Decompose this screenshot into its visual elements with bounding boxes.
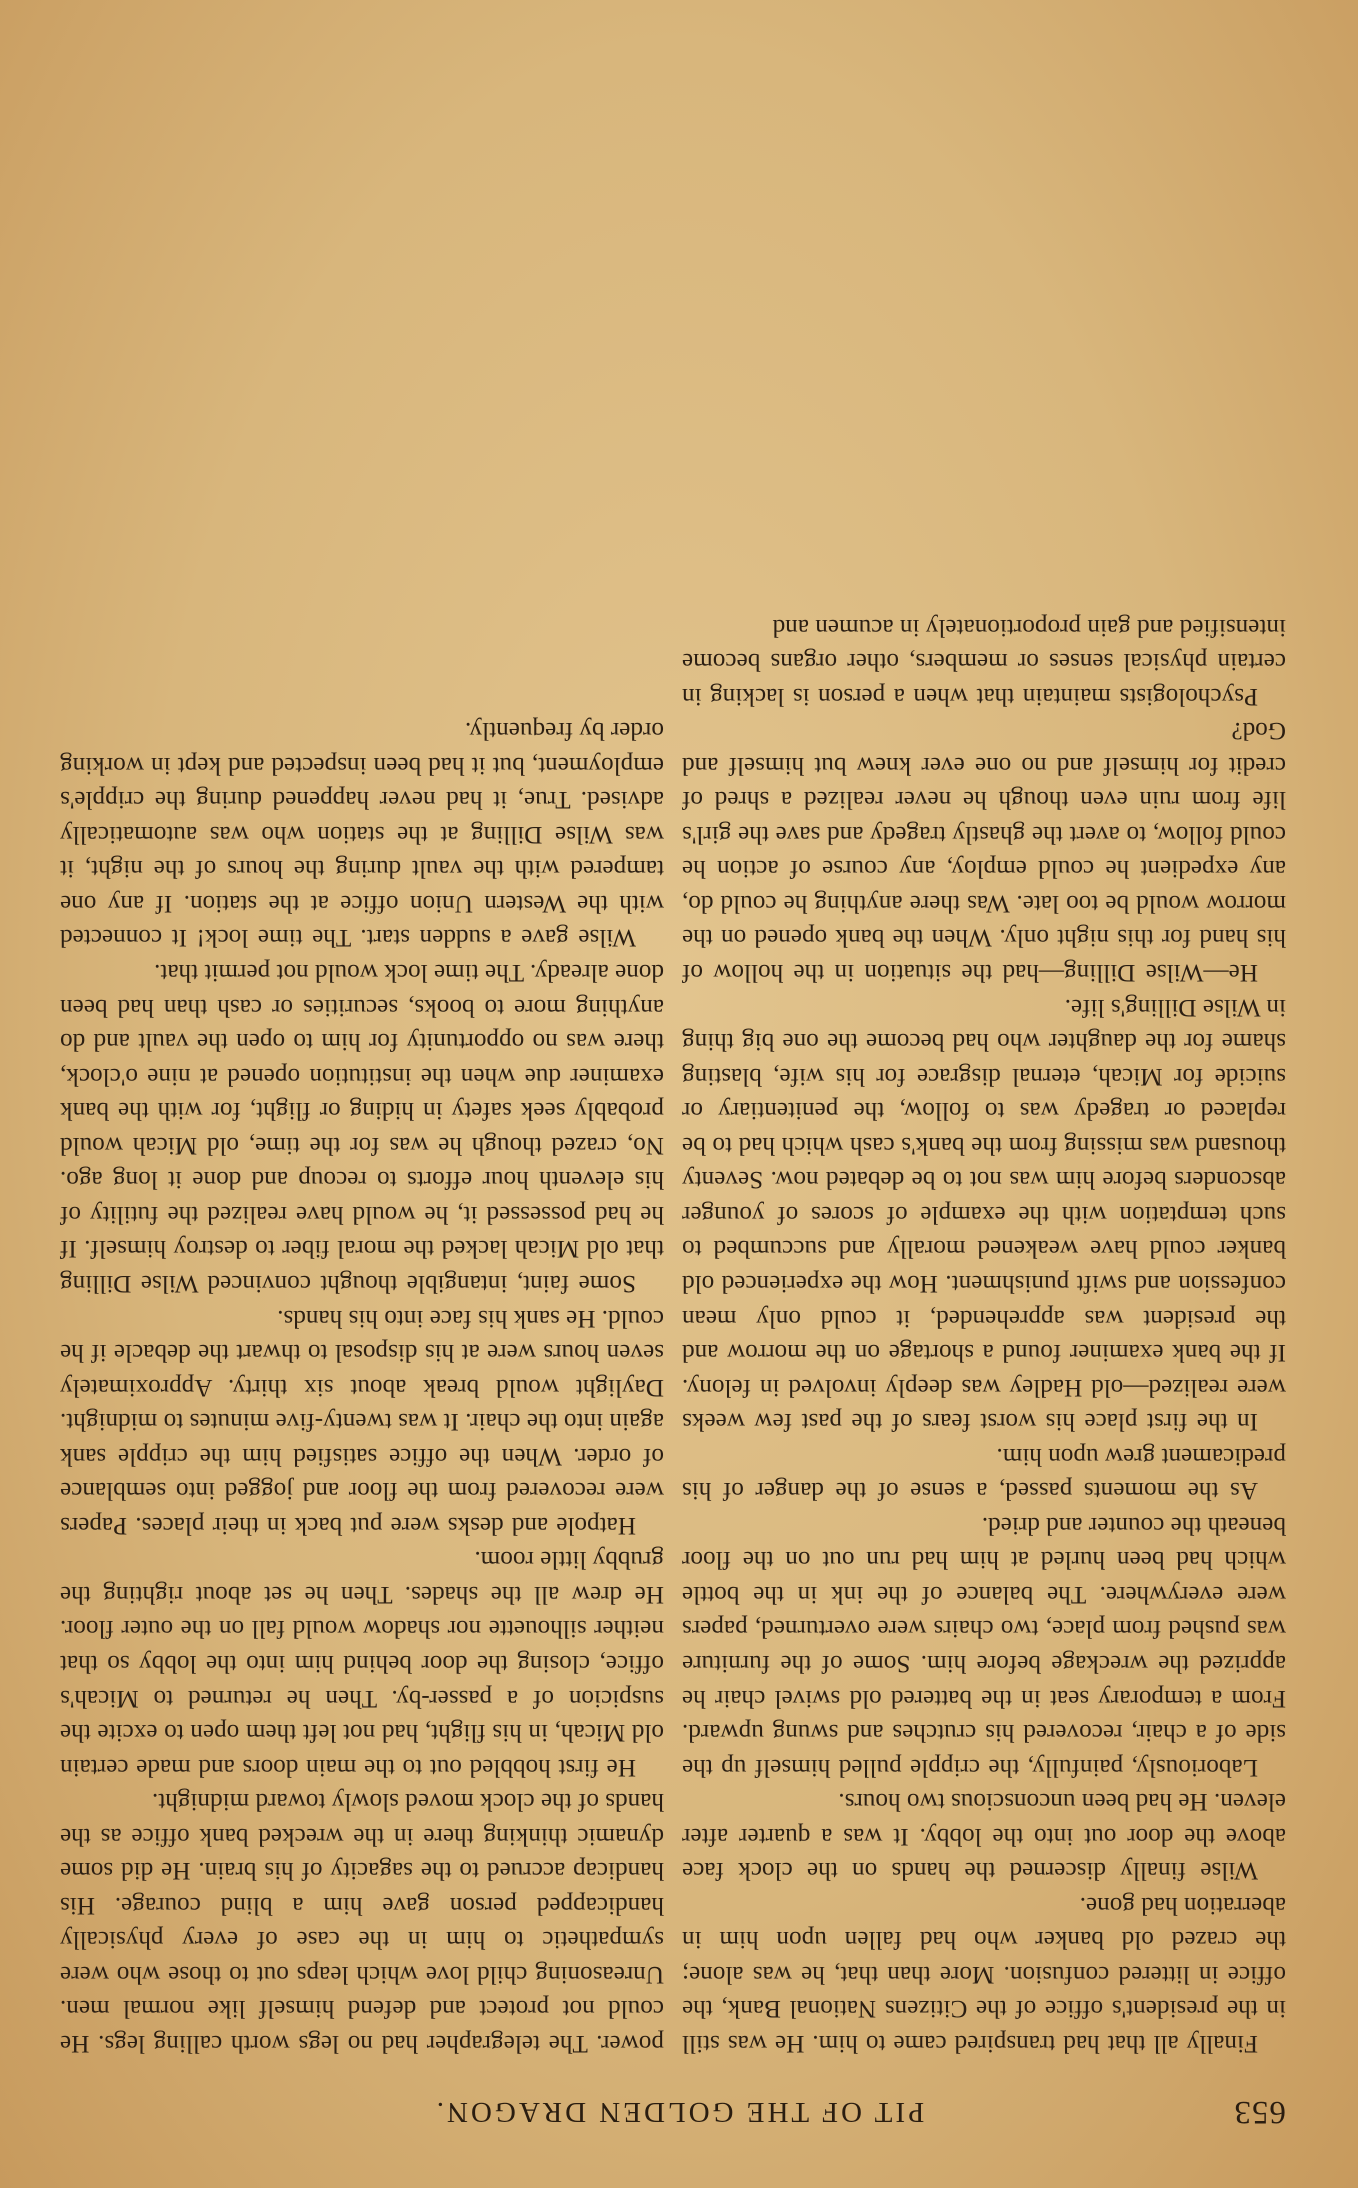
page-header [72,2086,1286,2130]
paragraph: Wilse gave a sudden start. The time lock! It connected with the Western Union office at the station. If any one tampered with the vault during the hours of the night, it was Wilse Dilling at the station who was automatically advised. True, it had never happened during the cripple's employment, but it had been inspected and kept in working order by frequently. [60,717,664,952]
paragraph: He first hobbled out to the main doors and made certain old Micah, in his flight, had not left them open to excite the suspicion of a passer-by. Then he returned to Micah's office, closing the door behind him into the lobby so that neither silhouette nor shadow would fall on the outer floor. He drew all the shades. Then he set about righting the grubby little room. [60,1546,664,1781]
paragraph: Wilse finally discerned the hands on the clock face above the door out into the lobby. It was a quarter after eleven. He had been unconscious two hours. [682,1788,1286,1885]
paragraph: power. The telegrapher had no legs worth calling legs. He could not protect and defend himself like normal men. Unreasoning child love which leaps out to those who were sympathetic to him in the case of every physically handicapped person gave him a blind courage. His handicap accrued to the sagacity of his brain. He did some dynamic thinking there in the wrecked bank office as the hands of the clock moved slowly toward midnight. [60,1788,664,2057]
paragraph: Psychologists maintain that when a person is lacking in certain physical senses or members, other organs become intensified and gain proportionately in acumen and [682,613,1286,710]
page-number: 653 [1233,2094,1286,2130]
text-column-right [60,713,664,2060]
paragraph: Laboriously, painfully, the cripple pulled himself up the side of a chair, recovered his crutches and swung upward. From a temporary seat in the battered old swivel chair he apprized the wreckage before him. Some of the furniture was pushed from place, two chairs were overturned, papers were everywhere. The balance of the ink in the bottle which had been hurled at him had run out on the floor beneath the counter and dried. [682,1511,1286,1781]
paragraph: Some faint, intangible thought convinced Wilse Dilling that old Micah lacked the moral fiber to destroy himself. If he had possessed it, he would have realized the futility of his eleventh hour efforts to recoup and done it long ago. No, crazed though he was for the time, old Micah would probably seek safety in hiding or flight, for with the bank examiner due when the institution opened at nine o'clock, there was no opportunity for him to open the vault and do anything more to books, securities or cash than had been done already. The time lock would not permit that. [60,959,664,1297]
paragraph: In the first place his worst fears of the past few weeks were realized—old Hadley was deeply involved in felony. If the bank examiner found a shortage on the morrow and the president was apprehended, it could only mean confession and swift punishment. How the experienced old banker could have weakened morally and succumbed to such temptation with the example of scores of younger absconders before him was not to be debated now. Seventy thousand was missing from the bank's cash which had to be replaced or tragedy was to follow, the penitentiary or suicide for Micah, eternal disgrace for his wife, blasting shame for the daughter who had become the one big thing in Wilse Dilling's life. [682,993,1286,1436]
text-column-left [682,609,1286,2060]
paragraph: Hatpole and desks were put back in their places. Papers were recovered from the floor and jogged into semblance of order. When the office satisfied him the cripple sank again into the chair. It was twenty-five minutes to midnight. Daylight would break about six thirty. Approximately seven hours were at his disposal to thwart the debacle if he could. He sank his face into his hands. [60,1304,664,1539]
paragraph: Finally all that had transpired came to him. He was still in the president's office of the Citizens National Bank, the office in littered confusion. More than that, he was alone; the crazed old banker who had fallen upon him in aberration had gone. [682,1891,1286,2057]
paragraph: As the moments passed, a sense of the danger of his predicament grew upon him. [682,1442,1286,1505]
paragraph: He—Wilse Dilling—had the situation in the hollow of his hand for this night only. When the bank opened on the morrow would be too late. Was there anything he could do, any expedient he could employ, any course of action he could follow, to avert the ghastly tragedy and save the girl's life from ruin even though he never realized a shred of credit for himself and no one ever knew but himself and God? [682,717,1286,987]
running-title: PIT OF THE GOLDEN DRAGON. [433,2096,925,2128]
